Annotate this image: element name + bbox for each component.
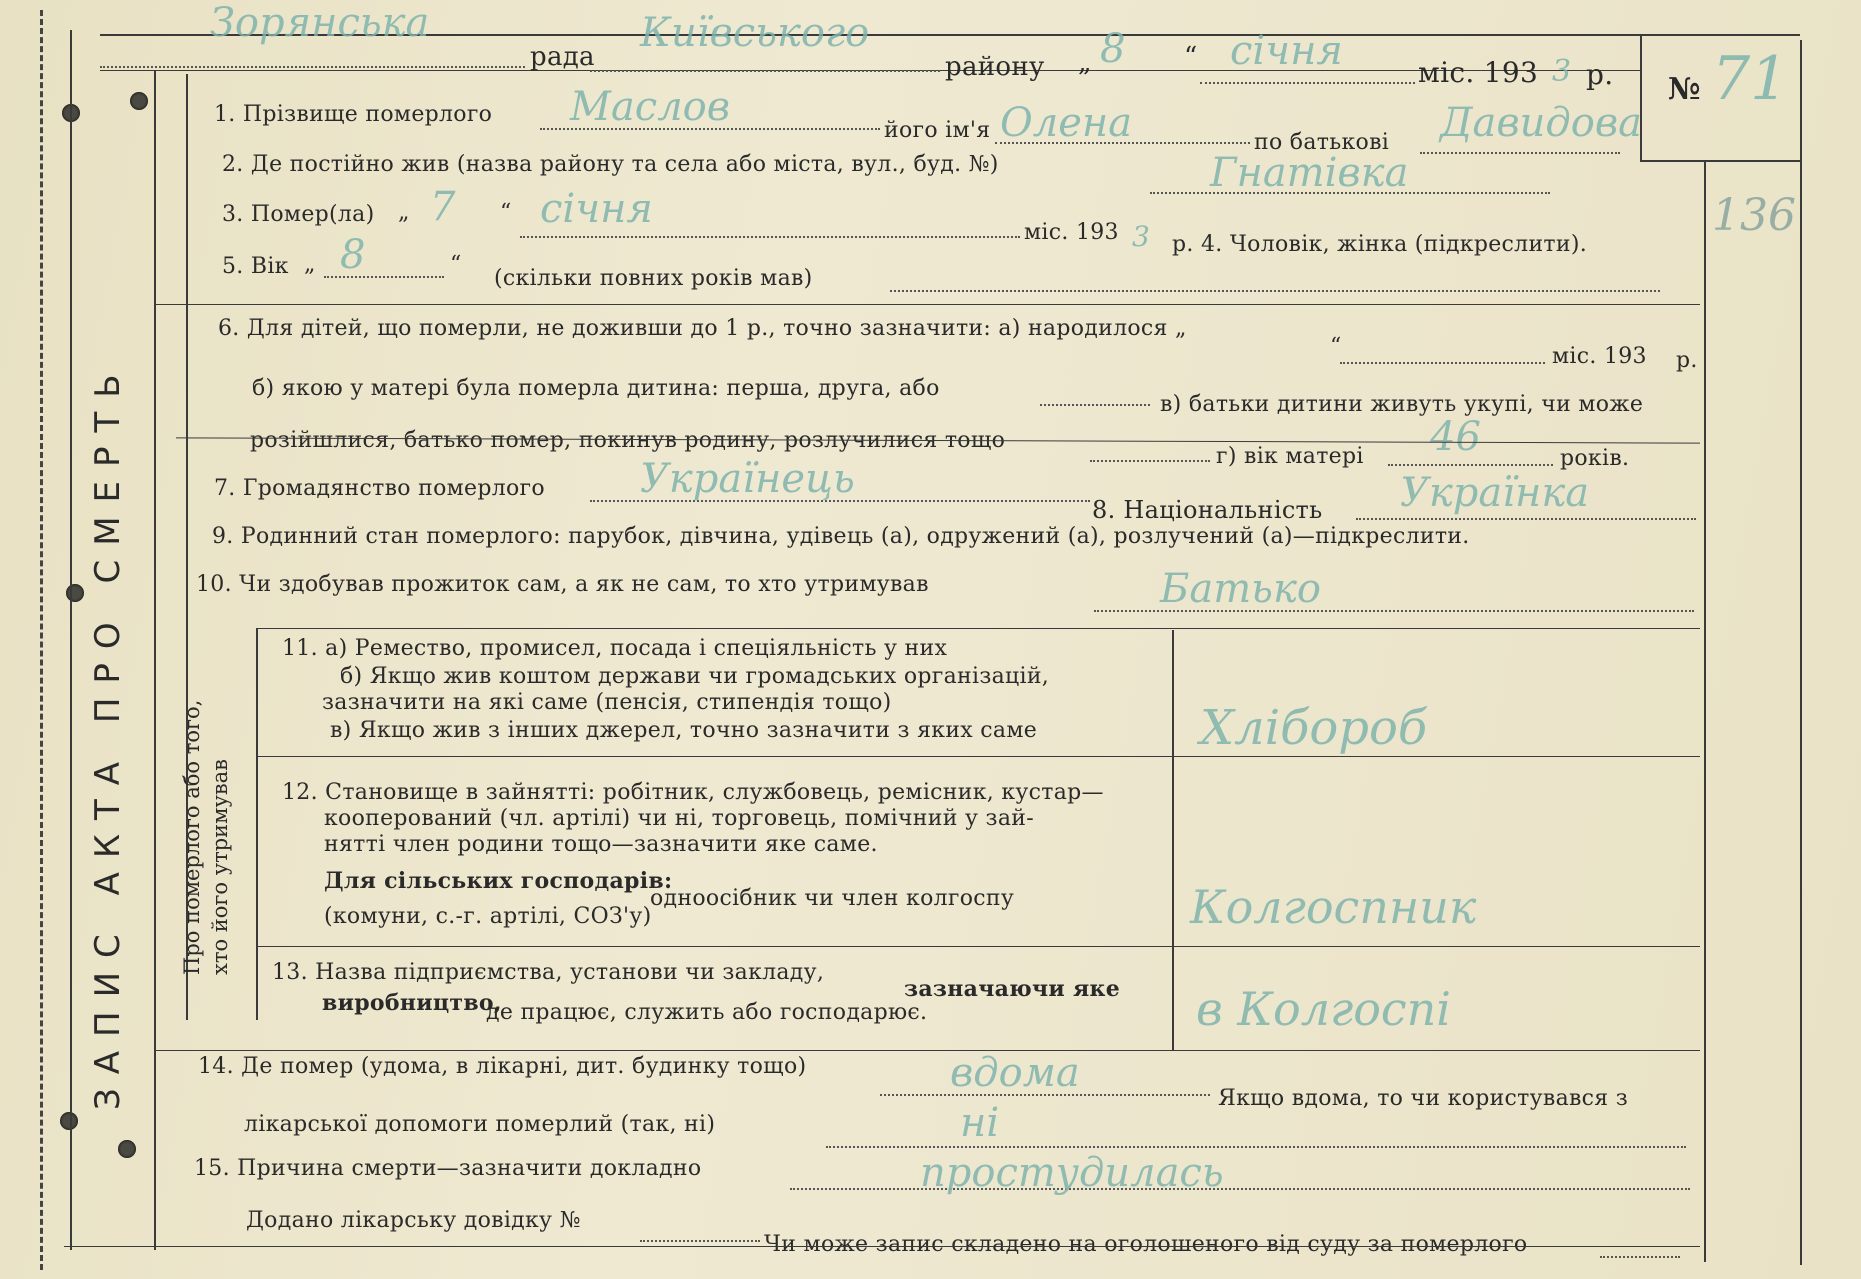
field2-label: 2. Де постійно жив (назва району та села або міста, вул., буд. №) [222,152,999,177]
month-line [1200,82,1415,84]
field6-line2-end: в) батьки дитини живуть укупі, чи може [1160,392,1644,417]
margin-number-handwritten: 136 [1712,190,1796,241]
field8-label: 8. Національність [1092,496,1323,524]
frame-left [70,30,72,1250]
perforation-line [40,10,43,1270]
field1-surname-handwritten: Маслов [570,84,731,130]
divider-11 [256,756,1700,757]
field11-handwritten: Хлібороб [1200,700,1428,756]
punch-hole [60,1112,78,1130]
field5-quote-open: „ [304,252,316,277]
field11-line3: зазначити на які саме (пенсія, стипендія тощо) [322,690,892,715]
field2-handwritten: Гнатівка [1210,150,1409,196]
field6-line1: 6. Для дітей, що померли, не доживши до 1 р., точно зазначити: а) народилося „ [218,316,1187,341]
side-subtitle-line1: Про померлого або того, [180,699,204,975]
field13-handwritten: в Колгоспі [1196,982,1452,1036]
field3-rest: р. 4. Чоловік, жінка (підкреслити). [1172,232,1588,257]
header-raion: району [945,52,1045,82]
field1-patronymic-line [1420,152,1620,154]
field5-quote-close: “ [450,252,462,277]
field11-line2: б) Якщо жив коштом держави чи громадських організацій, [340,664,1050,689]
field14-line1-end: Якщо вдома, то чи користувався з [1218,1086,1629,1111]
side-subtitle-line2: хто його утримував [208,758,232,975]
field5-rest-line [890,290,1660,292]
field1-name-label: його ім'я [884,118,991,143]
field1-patronymic-handwritten: Давидова [1440,100,1642,146]
raion-line [590,70,940,72]
header-quote-open: „ [1078,48,1092,78]
field6-line3-mid: г) вік матері [1216,444,1364,469]
punch-hole [66,584,84,602]
header-year-handwritten: 3 [1552,54,1572,89]
right-column [1704,162,1706,1262]
frame-inner-left [154,70,156,1250]
field14-place-handwritten: вдома [950,1050,1080,1096]
number-box-bottom [1640,160,1800,162]
field15-label: 15. Причина смерти—зазначити докладно [194,1156,702,1181]
divider-12 [256,946,1700,947]
field1-label: 1. Прізвище померлого [214,102,493,127]
field5-label: 5. Вік [222,254,289,279]
record-number-handwritten: 71 [1712,44,1789,114]
field14-help-handwritten: ні [960,1100,1000,1146]
header-month-handwritten: січня [1230,28,1343,74]
field6-birth-line [1340,362,1545,364]
field1-name-handwritten: Олена [1000,100,1133,146]
field3-label: 3. Помер(ла) [222,202,375,227]
field7-label: 7. Громадянство померлого [214,476,545,501]
header-mis193: міс. 193 [1418,56,1539,89]
field11-line4: в) Якщо жив з інших джерел, точно зазначити з яких саме [330,718,1038,743]
bottom-border [64,1246,1700,1247]
field12-line4: Для сільських господарів: [324,868,673,894]
field5-handwritten: 8 [340,232,366,278]
field14-line2: лікарської допомоги померлий (так, ні) [244,1112,716,1137]
field12-line4-rest: одноосібник чи член колгоспу [650,886,1015,911]
field13-line1-bold: зазначаючи яке [904,976,1121,1002]
footer-rest-line [1600,1256,1680,1258]
raion-handwritten: Київського [640,10,870,56]
rada-line [100,66,525,68]
field6-line3: розійшлися, батько помер, покинув родину, розлучилися тощо [250,428,1006,453]
field3-month-line [520,236,1020,238]
field13-line2: виробництво, [322,990,502,1016]
field12-handwritten: Колгоспник [1190,880,1477,934]
field6-line1-mid: “ [1330,334,1342,359]
field6-order-line [1040,404,1150,406]
footer-cert: Додано лікарську довідку № [246,1208,581,1233]
header-day-handwritten: 8 [1100,26,1126,72]
side-title: ЗАПИС АКТА ПРО СМЕРТЬ [88,360,128,1110]
field12-line2: кооперований (чл. артілі) чи ні, торговець, помічний у зай- [324,806,1034,831]
field3-mis: міс. 193 [1024,220,1119,245]
header-rada: рада [530,42,595,72]
side-subtitle [178,700,234,975]
field12-line1: 12. Становище в зайнятті: робітник, службовець, ремісник, кустар— [282,780,1104,805]
field9-label: 9. Родинний стан померлого: парубок, дівчина, удівець (а), одружений (а), розлучений (а)—підкреслити. [212,524,1470,549]
field8-line [1356,518,1696,520]
number-sign: № [1668,72,1701,107]
field14-help-line [826,1146,1686,1148]
footer-cert-line [640,1240,760,1242]
field6-mother-age-handwritten: 46 [1430,414,1481,460]
field10-label: 10. Чи здобував прожиток сам, а як не сам, то хто утримував [196,572,929,597]
divider-1 [154,304,1700,305]
field13-line1: 13. Назва підприємства, установи чи закладу, [272,960,825,985]
field3-day-handwritten: 7 [430,184,456,230]
field7-handwritten: Українець [640,456,855,502]
field6-line2: б) якою у матері була померла дитина: перша, друга, або [252,376,940,401]
field6-parents-line [1090,460,1210,462]
field12-line3: нятті член родини тощо—зазначити яке саме. [324,832,878,857]
field3-year-handwritten: 3 [1132,220,1150,253]
frame-right [1800,40,1802,1265]
field12-line5: (комуни, с.-г. артілі, СОЗ'у) [324,904,652,929]
header-r: р. [1586,58,1614,91]
field3-quote-open: „ [398,200,410,225]
divider-4 [154,1050,1700,1051]
blocks-left [256,628,258,1020]
blocks-value-column [1172,630,1174,1050]
field3-month-handwritten: січня [540,186,653,232]
field8-handwritten: Українка [1400,470,1590,516]
field11-line1: 11. а) Ремество, промисел, посада і спеціяльність у них [282,636,948,661]
field5-rest: (скільки повних років мав) [494,266,813,291]
field6-line1-r: р. [1676,348,1698,373]
field15-handwritten: простудилась [920,1150,1224,1196]
field1-patronymic-label: по батькові [1254,130,1390,155]
header-quote-close: “ [1184,42,1198,72]
field14-line1: 14. Де помер (удома, в лікарні, дит. будинку тощо) [198,1054,807,1079]
footer-rest: Чи може запис складено на оголошеного від суду за померлого [764,1232,1528,1257]
field10-handwritten: Батько [1160,566,1321,612]
field3-quote-close: “ [500,200,512,225]
divider-3 [256,628,1700,629]
field6-line1-end: міс. 193 [1552,344,1647,369]
rada-handwritten: Зорянська [210,0,430,46]
field6-line3-end: років. [1560,446,1630,471]
punch-hole [118,1140,136,1158]
punch-hole [130,92,148,110]
field6-mother-age-line [1388,464,1553,466]
field13-line2-rest: де працює, служить або господарює. [486,1000,928,1025]
